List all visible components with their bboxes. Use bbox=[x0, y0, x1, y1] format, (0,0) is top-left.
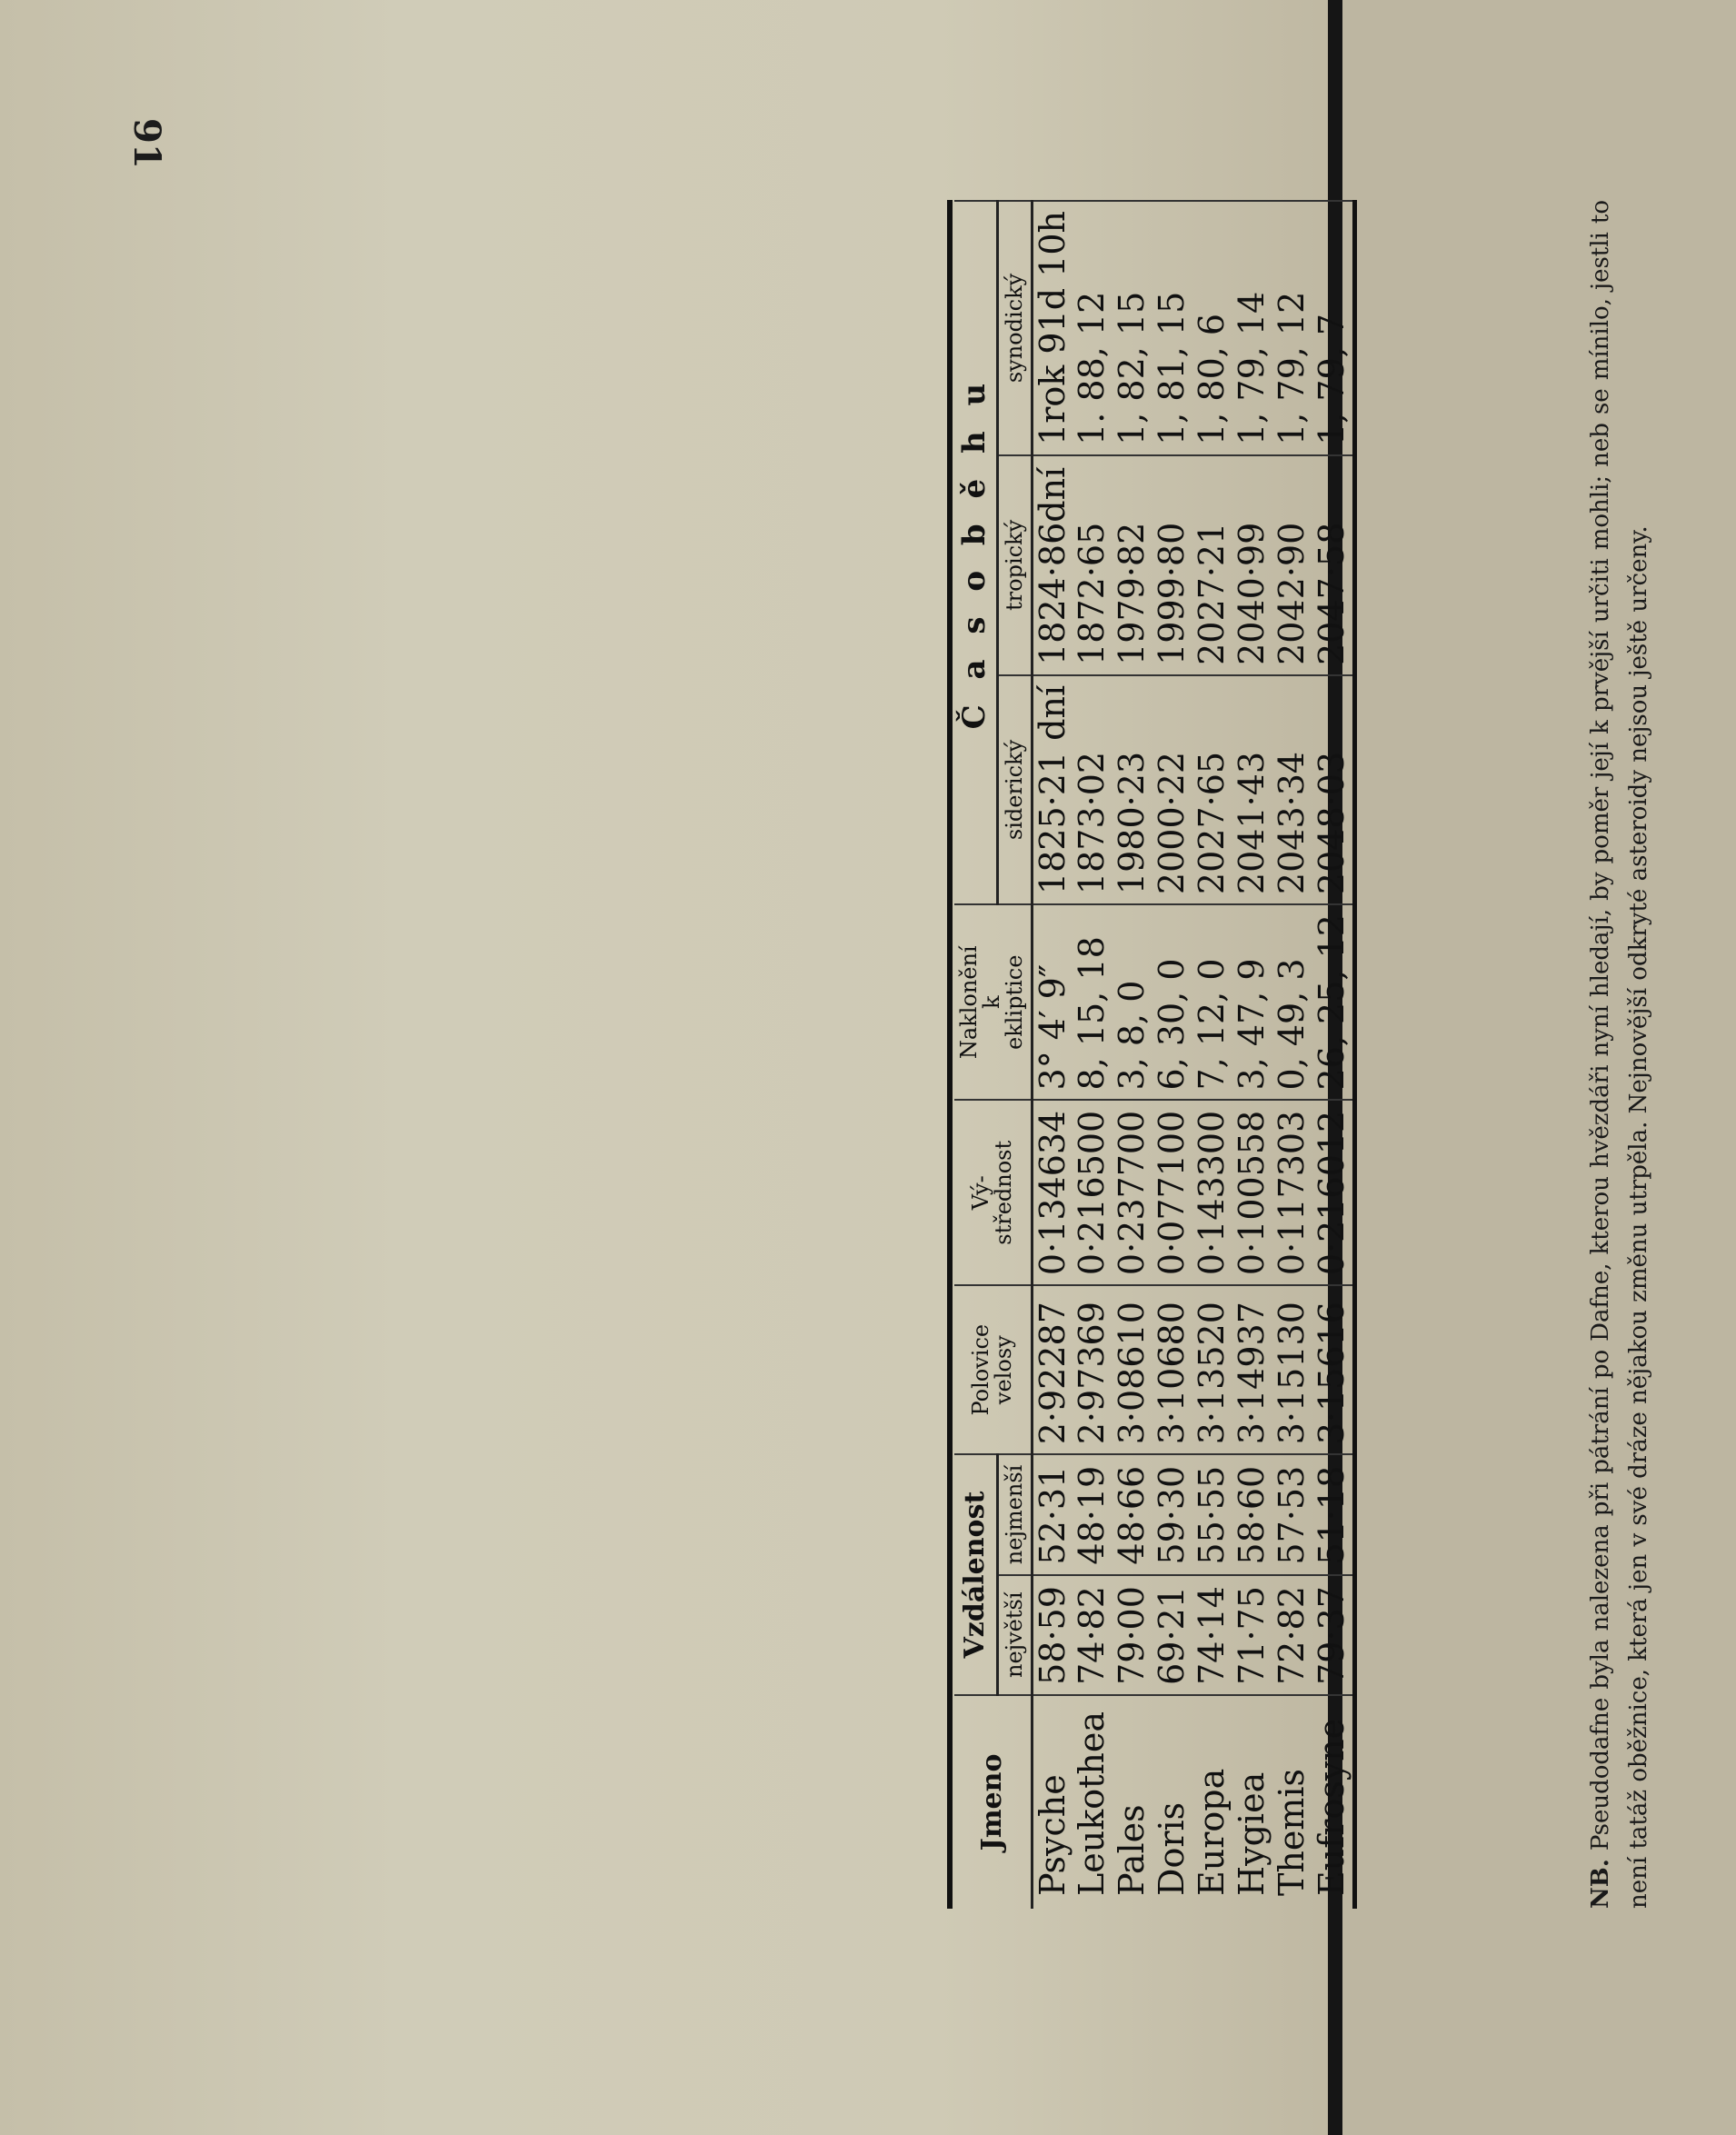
cell-synodic: 1, 81, 15 bbox=[1152, 201, 1192, 455]
header-inclination bbox=[954, 904, 1032, 1100]
cell-ecc: 0·134634 bbox=[1032, 1100, 1073, 1285]
cell-sidereal: 2027·65 bbox=[1192, 675, 1232, 904]
header-incl-2: k bbox=[979, 995, 1005, 1010]
cell-name: Doris bbox=[1152, 1695, 1192, 1909]
cell-max: 69·21 bbox=[1152, 1575, 1192, 1695]
footnote-label: NB. bbox=[1587, 1859, 1614, 1909]
cell-tropical: 1979·82 bbox=[1112, 455, 1152, 675]
cell-min: 58·60 bbox=[1232, 1454, 1272, 1574]
cell-sidereal: 2048·03 bbox=[1312, 675, 1354, 904]
cell-axis: 3·14937 bbox=[1232, 1285, 1272, 1454]
cell-min: 48·19 bbox=[1073, 1454, 1112, 1574]
cell-axis: 3·08610 bbox=[1112, 1285, 1152, 1454]
cell-name: Themis bbox=[1272, 1695, 1312, 1909]
header-ecc-2: střednost bbox=[990, 1140, 1016, 1245]
cell-incl: 6, 30, 0 bbox=[1152, 904, 1192, 1100]
header-semi-axis bbox=[954, 1285, 1032, 1454]
cell-min: 57·53 bbox=[1272, 1454, 1312, 1574]
cell-min: 52·31 bbox=[1032, 1454, 1073, 1574]
cell-synodic: 1, 80, 6 bbox=[1192, 201, 1232, 455]
footnote bbox=[1581, 200, 1658, 1909]
cell-name: Europa bbox=[1192, 1695, 1232, 1909]
table-row bbox=[1032, 201, 1073, 1909]
table-top-rule bbox=[947, 200, 953, 1909]
cell-incl: 3° 4′ 9″ bbox=[1032, 904, 1073, 1100]
cell-incl: 7, 12, 0 bbox=[1192, 904, 1232, 1100]
cell-ecc: 0·117303 bbox=[1272, 1100, 1312, 1285]
cell-synodic: 1, 82, 15 bbox=[1112, 201, 1152, 455]
cell-sidereal: 1980·23 bbox=[1112, 675, 1152, 904]
cell-name: Hygiea bbox=[1232, 1695, 1272, 1909]
cell-max: 79·00 bbox=[1112, 1575, 1152, 1695]
header-ecc-1: Vý- bbox=[967, 1175, 993, 1211]
header-incl-1: Naklonění bbox=[956, 945, 982, 1060]
table-row bbox=[1152, 201, 1192, 1909]
cell-synodic: 1rok 91d 10h bbox=[1032, 201, 1073, 455]
cell-tropical: 2040·99 bbox=[1232, 455, 1272, 675]
cell-incl: 3, 47, 9 bbox=[1232, 904, 1272, 1100]
header-distance-max: největší bbox=[997, 1575, 1032, 1695]
header-semi-axis-2: velosy bbox=[990, 1335, 1016, 1405]
table-row bbox=[1112, 201, 1152, 1909]
cell-ecc: 0·100558 bbox=[1232, 1100, 1272, 1285]
cell-tropical: 2027·21 bbox=[1192, 455, 1232, 675]
cell-synodic: 1, 79, 12 bbox=[1272, 201, 1312, 455]
cell-min: 48·66 bbox=[1112, 1454, 1152, 1574]
header-sidereal: siderický bbox=[997, 675, 1032, 904]
table-row bbox=[1312, 201, 1354, 1909]
cell-ecc: 0·216500 bbox=[1073, 1100, 1112, 1285]
cell-ecc: 0·077100 bbox=[1152, 1100, 1192, 1285]
cell-name: Leukothea bbox=[1073, 1695, 1112, 1909]
cell-max: 71·75 bbox=[1232, 1575, 1272, 1695]
header-incl-3: ekliptice bbox=[1002, 954, 1028, 1050]
cell-axis: 3·13520 bbox=[1192, 1285, 1232, 1454]
cell-incl: 3, 8, 0 bbox=[1112, 904, 1152, 1100]
header-synodic: synodický bbox=[997, 201, 1032, 455]
cell-max: 74·14 bbox=[1192, 1575, 1232, 1695]
cell-tropical: 2047·58 bbox=[1312, 455, 1354, 675]
cell-sidereal: 2041·43 bbox=[1232, 675, 1272, 904]
cell-axis: 3·15130 bbox=[1272, 1285, 1312, 1454]
cell-sidereal: 1825·21 dní bbox=[1032, 675, 1073, 904]
cell-min: 55·55 bbox=[1192, 1454, 1232, 1574]
header-period: Č a s o b ě h u bbox=[954, 201, 997, 904]
cell-name: Eufrosyne bbox=[1312, 1695, 1354, 1909]
cell-incl: 8, 15, 18 bbox=[1073, 904, 1112, 1100]
header-row-1 bbox=[954, 201, 997, 1909]
table-row bbox=[1232, 201, 1272, 1909]
header-distance-min: nejmenší bbox=[997, 1454, 1032, 1574]
cell-axis: 2·92287 bbox=[1032, 1285, 1073, 1454]
cell-synodic: 1, 79, 7 bbox=[1312, 201, 1354, 455]
cell-synodic: 1. 88, 12 bbox=[1073, 201, 1112, 455]
header-tropical: tropický bbox=[997, 455, 1032, 675]
cell-synodic: 1, 79, 14 bbox=[1232, 201, 1272, 455]
rotated-table-block bbox=[954, 200, 1736, 1909]
cell-incl: 0, 49, 3 bbox=[1272, 904, 1312, 1100]
cell-tropical: 1824·86dní bbox=[1032, 455, 1073, 675]
cell-max: 79·37 bbox=[1312, 1575, 1354, 1695]
cell-name: Pales bbox=[1112, 1695, 1152, 1909]
cell-sidereal: 2000·22 bbox=[1152, 675, 1192, 904]
cell-axis: 3·10680 bbox=[1152, 1285, 1192, 1454]
cell-axis: 3·15616 bbox=[1312, 1285, 1354, 1454]
cell-min: 51·18 bbox=[1312, 1454, 1354, 1574]
table-row bbox=[1272, 201, 1312, 1909]
table-row bbox=[1073, 201, 1112, 1909]
asteroid-table bbox=[954, 200, 1357, 1909]
table-row bbox=[1192, 201, 1232, 1909]
header-semi-axis-1: Polovice bbox=[967, 1323, 993, 1416]
cell-min: 59·30 bbox=[1152, 1454, 1192, 1574]
cell-max: 58·59 bbox=[1032, 1575, 1073, 1695]
footnote-text: Pseudodafne byla nalezena při pátrání po Dafne, kterou hvězdáři nyní hledají, by poměr její k prvější určiti mohli; neb se mínilo, jestli to není tatáž oběžnice, která jen v své dráze nějakou změnu utrpěla. Nejnovější odkryté asteroidy nejsou ještě určeny. bbox=[1587, 200, 1652, 1909]
header-name: Jmeno bbox=[954, 1695, 1032, 1909]
header-distance: Vzdálenost bbox=[954, 1454, 997, 1695]
cell-name: Psyche bbox=[1032, 1695, 1073, 1909]
cell-sidereal: 2043·34 bbox=[1272, 675, 1312, 904]
cell-ecc: 0·143300 bbox=[1192, 1100, 1232, 1285]
cell-tropical: 1999·80 bbox=[1152, 455, 1192, 675]
cell-max: 72·82 bbox=[1272, 1575, 1312, 1695]
cell-axis: 2·97369 bbox=[1073, 1285, 1112, 1454]
cell-incl: 26, 25, 12 bbox=[1312, 904, 1354, 1100]
cell-max: 74·82 bbox=[1073, 1575, 1112, 1695]
cell-ecc: 0·237700 bbox=[1112, 1100, 1152, 1285]
cell-tropical: 2042·90 bbox=[1272, 455, 1312, 675]
cell-tropical: 1872·65 bbox=[1073, 455, 1112, 675]
cell-ecc: 0·216012 bbox=[1312, 1100, 1354, 1285]
header-eccentricity bbox=[954, 1100, 1032, 1285]
page-number: 91 bbox=[125, 118, 168, 169]
cell-sidereal: 1873·02 bbox=[1073, 675, 1112, 904]
